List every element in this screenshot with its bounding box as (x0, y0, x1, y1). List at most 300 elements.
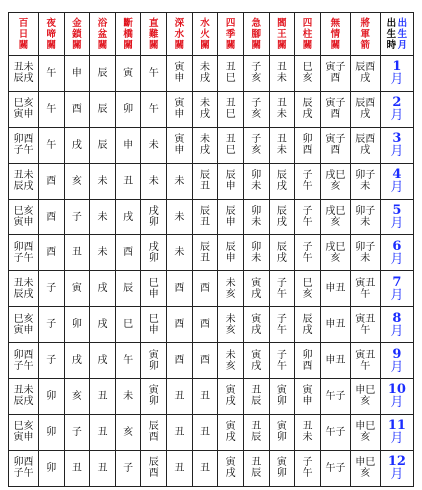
table-cell (167, 307, 193, 343)
cell-text: 寅 (174, 62, 185, 74)
cell-text: 寅 (251, 313, 262, 325)
cell-text: 辰 (225, 170, 236, 182)
table-cell (141, 91, 167, 127)
table-cell (64, 343, 90, 379)
table-cell (295, 307, 321, 343)
month-char: 月 (390, 251, 404, 267)
cell-text: 未 (276, 109, 287, 121)
cell-text: 丑 (97, 426, 108, 438)
cell-text: 辰酉 (355, 134, 376, 146)
cell-text: 未 (174, 247, 185, 259)
table-cell (269, 199, 295, 235)
table-cell (90, 379, 116, 415)
cell-text: 未 (97, 247, 108, 259)
table-cell (243, 91, 269, 127)
cell-text: 丑 (123, 175, 134, 187)
column-header (90, 13, 116, 56)
cell-text: 午 (302, 217, 313, 228)
cell-text: 申丑 (325, 283, 346, 295)
table-cell (115, 271, 141, 307)
birth-month-label: 出生月 (397, 17, 408, 51)
month-cell (380, 127, 413, 163)
cell-text: 丑 (71, 462, 82, 474)
month-char: 月 (390, 467, 404, 483)
table-cell (38, 199, 64, 235)
cell-text: 辰 (302, 313, 313, 325)
cell-text: 子 (123, 462, 134, 474)
cell-text: 子 (46, 283, 57, 295)
cell-text: 寅 (225, 457, 236, 469)
table-cell (350, 379, 380, 415)
cell-text: 戌 (360, 73, 371, 85)
table-cell (9, 379, 39, 415)
cell-text: 子 (251, 62, 262, 74)
table-cell (320, 91, 350, 127)
cell-text: 戌 (148, 241, 159, 253)
table-cell (350, 307, 380, 343)
column-header (320, 13, 350, 56)
cell-text: 申丑 (325, 355, 346, 367)
cell-text: 丑 (174, 462, 185, 474)
table-body (9, 56, 414, 487)
table-cell (192, 307, 218, 343)
cell-text: 午 (360, 324, 371, 336)
table-cell (115, 199, 141, 235)
cell-text: 子午 (13, 360, 34, 372)
cell-text: 卯 (148, 360, 159, 372)
month-char: 月 (390, 144, 404, 160)
table-cell (141, 235, 167, 271)
cell-text: 未 (251, 252, 262, 264)
table-cell (192, 163, 218, 199)
cell-text: 申丑 (325, 319, 346, 331)
cell-text: 午 (360, 288, 371, 300)
month-cell (380, 56, 413, 92)
cell-text: 寅申 (13, 217, 34, 228)
table-cell (320, 56, 350, 92)
cell-text: 酉 (302, 145, 313, 157)
cell-text: 巳 (148, 277, 159, 289)
cell-text: 子 (302, 170, 313, 182)
cell-text: 卯子 (355, 206, 376, 217)
table-row (9, 343, 414, 379)
cell-text: 寅 (123, 67, 134, 79)
cell-text: 午 (276, 360, 287, 372)
month-cell (380, 450, 413, 486)
cell-text: 戌 (200, 145, 211, 157)
cell-text: 辰 (200, 241, 211, 253)
cell-text: 卯 (46, 426, 57, 438)
cell-text: 巳 (302, 277, 313, 289)
cell-text: 寅子 (325, 62, 346, 74)
cell-text: 卯 (302, 134, 313, 146)
table-cell (269, 343, 295, 379)
table-cell (218, 307, 244, 343)
table-cell (269, 163, 295, 199)
column-header (167, 13, 193, 56)
cell-text: 辰戌 (13, 288, 34, 300)
table-cell (38, 307, 64, 343)
cell-text: 酉 (174, 283, 185, 295)
cell-text: 子 (71, 426, 82, 438)
cell-text: 寅 (251, 349, 262, 361)
table-cell (115, 56, 141, 92)
cell-text: 酉 (174, 319, 185, 331)
month-cell (380, 379, 413, 415)
cell-text: 巳 (225, 109, 236, 121)
cell-text: 巳亥 (13, 313, 34, 325)
cell-text: 酉 (46, 247, 57, 259)
table-cell (90, 199, 116, 235)
cell-text: 亥 (360, 396, 371, 408)
table-cell (9, 127, 39, 163)
table-cell (90, 91, 116, 127)
table-cell (192, 199, 218, 235)
table-cell (218, 127, 244, 163)
month-number: 4 (392, 167, 402, 183)
cell-text: 亥 (330, 252, 341, 264)
cell-text: 丑 (225, 134, 236, 146)
cell-text: 酉 (71, 103, 82, 115)
cell-text: 辰戌 (13, 181, 34, 193)
table-cell (38, 235, 64, 271)
table-cell (115, 343, 141, 379)
table-cell (167, 199, 193, 235)
table-cell (141, 414, 167, 450)
cell-text: 午 (276, 324, 287, 336)
table-cell (350, 127, 380, 163)
table-cell (115, 91, 141, 127)
cell-text: 亥 (360, 432, 371, 444)
cell-text: 午 (302, 181, 313, 193)
cell-text: 申 (302, 396, 313, 408)
cell-text: 卯 (302, 349, 313, 361)
cell-text: 子 (302, 206, 313, 217)
cell-text: 辰 (97, 67, 108, 79)
cell-text: 辰戌 (13, 396, 34, 408)
table-cell (141, 163, 167, 199)
cell-text: 丑 (302, 421, 313, 433)
table-cell (350, 414, 380, 450)
column-header-label: 四季關 (225, 17, 236, 51)
table-cell (38, 450, 64, 486)
table-cell (350, 91, 380, 127)
cell-text: 酉 (174, 355, 185, 367)
table-cell (218, 235, 244, 271)
table-cell (295, 235, 321, 271)
table-cell (115, 235, 141, 271)
table-row (9, 414, 414, 450)
table-cell (90, 271, 116, 307)
cell-text: 子 (302, 457, 313, 469)
table-cell (243, 235, 269, 271)
cell-text: 丑 (251, 385, 262, 397)
table-cell (218, 414, 244, 450)
column-header-label: 夜啼關 (46, 17, 57, 51)
cell-text: 亥 (330, 181, 341, 193)
cell-text: 酉 (330, 73, 341, 85)
table-cell (167, 379, 193, 415)
cell-text: 丑未 (13, 62, 34, 74)
table-row (9, 91, 414, 127)
month-number: 10 (387, 382, 406, 398)
month-char: 月 (390, 108, 404, 124)
table-cell (243, 450, 269, 486)
cell-text: 寅 (302, 385, 313, 397)
table-cell (269, 127, 295, 163)
cell-text: 卯 (148, 252, 159, 264)
cell-text: 丑 (276, 98, 287, 110)
cell-text: 子 (251, 134, 262, 146)
table-cell (167, 91, 193, 127)
cell-text: 午 (46, 103, 57, 115)
table-cell (64, 450, 90, 486)
month-char: 月 (390, 216, 404, 231)
cell-text: 卯 (276, 468, 287, 480)
table-cell (269, 450, 295, 486)
table-cell (295, 450, 321, 486)
table-cell (295, 56, 321, 92)
cell-text: 辰 (200, 206, 211, 217)
table-cell (9, 450, 39, 486)
table-cell (9, 91, 39, 127)
table-cell (350, 163, 380, 199)
cell-text: 丑 (97, 390, 108, 402)
cell-text: 酉 (148, 432, 159, 444)
cell-text: 丑 (225, 62, 236, 74)
column-header (64, 13, 90, 56)
table-cell (192, 343, 218, 379)
cell-text: 酉 (200, 355, 211, 367)
column-header (192, 13, 218, 56)
cell-text: 未 (225, 277, 236, 289)
cell-text: 戌 (123, 211, 134, 223)
cell-text: 丑 (200, 426, 211, 438)
cell-text: 子 (302, 241, 313, 253)
table-cell (141, 127, 167, 163)
cell-text: 丑 (200, 217, 211, 228)
cell-text: 申 (148, 324, 159, 336)
cell-text: 卯 (148, 396, 159, 408)
cell-text: 寅 (276, 421, 287, 433)
cell-text: 申 (148, 288, 159, 300)
table-cell (192, 56, 218, 92)
table-cell (115, 450, 141, 486)
cell-text: 亥 (71, 390, 82, 402)
cell-text: 子午 (13, 252, 34, 264)
table-cell (243, 307, 269, 343)
table-cell (64, 235, 90, 271)
cell-text: 辰 (251, 432, 262, 444)
cell-text: 子 (276, 277, 287, 289)
table-cell (243, 414, 269, 450)
cell-text: 丑未 (13, 170, 34, 182)
cell-text: 子 (276, 313, 287, 325)
cell-text: 丑 (200, 390, 211, 402)
column-header-label: 百日關 (18, 17, 29, 51)
cell-text: 卯 (276, 396, 287, 408)
column-header-label: 浴盆關 (97, 17, 108, 51)
table-cell (167, 450, 193, 486)
cell-text: 亥 (251, 73, 262, 85)
chart-container (8, 12, 414, 487)
cell-text: 寅申 (13, 432, 34, 444)
cell-text: 卯 (46, 462, 57, 474)
cell-text: 午子 (325, 426, 346, 438)
cell-text: 戌 (276, 217, 287, 228)
cell-text: 卯 (71, 319, 82, 331)
month-char: 月 (390, 287, 404, 303)
cell-text: 戌 (276, 181, 287, 193)
cell-text: 酉 (200, 283, 211, 295)
cell-text: 申 (225, 181, 236, 193)
cell-text: 戌 (251, 360, 262, 372)
cell-text: 酉 (148, 468, 159, 480)
table-cell (295, 199, 321, 235)
table-cell (38, 56, 64, 92)
column-header (115, 13, 141, 56)
cell-text: 酉 (200, 319, 211, 331)
table-cell (350, 235, 380, 271)
table-cell (9, 56, 39, 92)
birth-header (380, 13, 413, 56)
cell-text: 卯 (46, 390, 57, 402)
cell-text: 未 (225, 313, 236, 325)
table-cell (295, 91, 321, 127)
table-cell (9, 199, 39, 235)
month-number: 3 (392, 131, 402, 147)
cell-text: 寅 (251, 277, 262, 289)
table-cell (192, 127, 218, 163)
cell-text: 丑 (71, 247, 82, 259)
table-cell (9, 271, 39, 307)
column-header-label: 直難關 (149, 17, 159, 51)
cell-text: 未 (148, 175, 159, 187)
cell-text: 寅子 (325, 98, 346, 110)
table-cell (167, 343, 193, 379)
table-cell (295, 414, 321, 450)
column-header-label: 無情關 (330, 17, 341, 51)
cell-text: 申 (174, 145, 185, 157)
column-header-label: 四柱關 (302, 17, 313, 51)
month-number: 5 (392, 203, 402, 218)
cell-text: 未 (97, 175, 108, 187)
table-cell (167, 127, 193, 163)
table-row (9, 450, 414, 486)
cell-text: 丑 (200, 462, 211, 474)
cell-text: 戌 (251, 324, 262, 336)
cell-text: 未 (276, 145, 287, 157)
month-number: 2 (392, 95, 402, 111)
month-cell (380, 414, 413, 450)
cell-text: 寅 (276, 385, 287, 397)
table-cell (350, 343, 380, 379)
table-cell (192, 450, 218, 486)
table-cell (350, 450, 380, 486)
cell-text: 申 (71, 67, 82, 79)
month-char: 月 (390, 431, 404, 447)
column-header (141, 13, 167, 56)
table-cell (218, 343, 244, 379)
table-cell (141, 307, 167, 343)
month-cell (380, 307, 413, 343)
table-cell (38, 343, 64, 379)
cell-text: 丑 (97, 462, 108, 474)
table-cell (320, 199, 350, 235)
month-cell (380, 163, 413, 199)
table-cell (218, 199, 244, 235)
cell-text: 丑 (251, 457, 262, 469)
cell-text: 辰 (276, 206, 287, 217)
cell-text: 申 (225, 217, 236, 228)
table-cell (218, 91, 244, 127)
table-cell (115, 127, 141, 163)
column-header-label: 深水關 (174, 17, 185, 51)
cell-text: 戌 (225, 432, 236, 444)
cell-text: 巳 (123, 319, 134, 331)
cell-text: 寅 (174, 98, 185, 110)
cell-text: 戌 (302, 324, 313, 336)
table-row (9, 163, 414, 199)
cell-text: 辰 (276, 241, 287, 253)
table-cell (218, 56, 244, 92)
cell-text: 戌 (97, 283, 108, 295)
table-cell (64, 414, 90, 450)
cell-text: 亥 (302, 288, 313, 300)
cell-text: 戌 (302, 109, 313, 121)
table-cell (115, 307, 141, 343)
cell-text: 辰 (302, 98, 313, 110)
table-cell (243, 199, 269, 235)
cell-text: 辰 (200, 170, 211, 182)
cell-text: 亥 (225, 360, 236, 372)
column-header-label: 斷橋關 (123, 17, 133, 51)
cell-text: 寅丑 (355, 277, 376, 289)
table-cell (320, 414, 350, 450)
cell-text: 戌 (276, 252, 287, 264)
cell-text: 申 (123, 139, 134, 151)
cell-text: 卯 (251, 170, 262, 182)
cell-text: 丑 (174, 426, 185, 438)
table-cell (167, 235, 193, 271)
cell-text: 申 (225, 252, 236, 264)
cell-text: 未 (302, 432, 313, 444)
cell-text: 丑 (276, 134, 287, 146)
cell-text: 午 (148, 67, 159, 79)
table-cell (141, 199, 167, 235)
cell-text: 午 (276, 288, 287, 300)
cell-text: 子午 (13, 468, 34, 480)
cell-text: 申 (174, 109, 185, 121)
cell-text: 亥 (123, 426, 134, 438)
table-cell (90, 343, 116, 379)
month-char: 月 (390, 72, 404, 88)
cell-text: 亥 (225, 288, 236, 300)
table-cell (218, 271, 244, 307)
cell-text: 丑 (200, 252, 211, 264)
table-cell (9, 414, 39, 450)
cell-text: 辰 (251, 396, 262, 408)
month-cell (380, 91, 413, 127)
cell-text: 戌 (148, 206, 159, 217)
cell-text: 亥 (225, 324, 236, 336)
cell-text: 巳亥 (13, 421, 34, 433)
cell-text: 未 (200, 62, 211, 74)
table-cell (38, 91, 64, 127)
table-cell (38, 271, 64, 307)
table-cell (320, 379, 350, 415)
cell-text: 申巳 (355, 457, 376, 469)
